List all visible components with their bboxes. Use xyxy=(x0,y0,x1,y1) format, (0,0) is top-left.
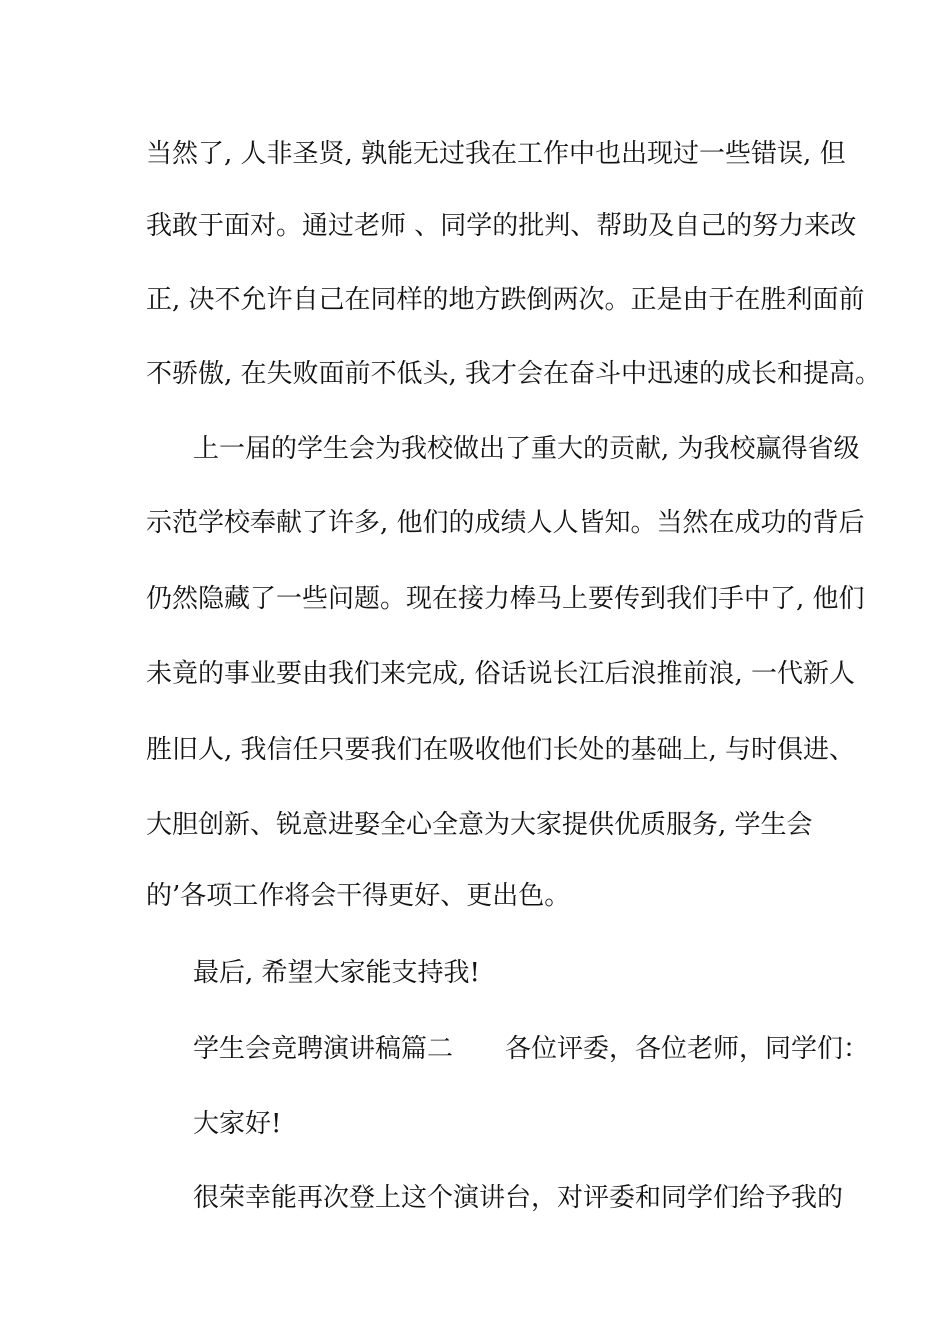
paragraph-line-3: 正, 决不允许自己在同样的地方跌倒两次。正是由于在胜利面前 xyxy=(146,285,865,315)
paragraph-line-8: 未竟的事业要由我们来完成, 俗话说长江后浪推前浪, 一代新人 xyxy=(146,659,856,689)
paragraph-line-2: 我敢于面对。通过老师 、同学的批判、帮助及自己的努力来改 xyxy=(146,211,857,241)
paragraph-line-14: 大家好! xyxy=(193,1109,282,1139)
paragraph-line-7: 仍然隐藏了一些问题。现在接力棒马上要传到我们手中了, 他们 xyxy=(146,584,865,614)
paragraph-line-12: 最后, 希望大家能支持我! xyxy=(193,958,480,988)
paragraph-line-1: 当然了, 人非圣贤, 孰能无过我在工作中也出现过一些错误, 但 xyxy=(146,139,846,169)
paragraph-line-4: 不骄傲, 在失败面前不低头, 我才会在奋斗中迅速的成长和提高。 xyxy=(146,359,882,389)
paragraph-line-13: 学生会竞聘演讲稿篇二 各位评委，各位老师，同学们： xyxy=(193,1034,870,1064)
paragraph-line-5: 上一届的学生会为我校做出了重大的贡献, 为我校赢得省级 xyxy=(193,434,860,464)
paragraph-line-15: 很荣幸能再次登上这个演讲台，对评委和同学们给予我的 xyxy=(193,1183,844,1213)
paragraph-line-11: 的’各项工作将会干得更好、更出色。 xyxy=(146,881,571,911)
paragraph-line-9: 胜旧人, 我信任只要我们在吸收他们长处的基础上, 与时俱进、 xyxy=(146,735,856,765)
paragraph-line-6: 示范学校奉献了许多, 他们的成绩人人皆知。当然在成功的背后 xyxy=(146,508,865,538)
paragraph-line-10: 大胆创新、锐意进娶全心全意为大家提供优质服务, 学生会 xyxy=(146,810,813,840)
